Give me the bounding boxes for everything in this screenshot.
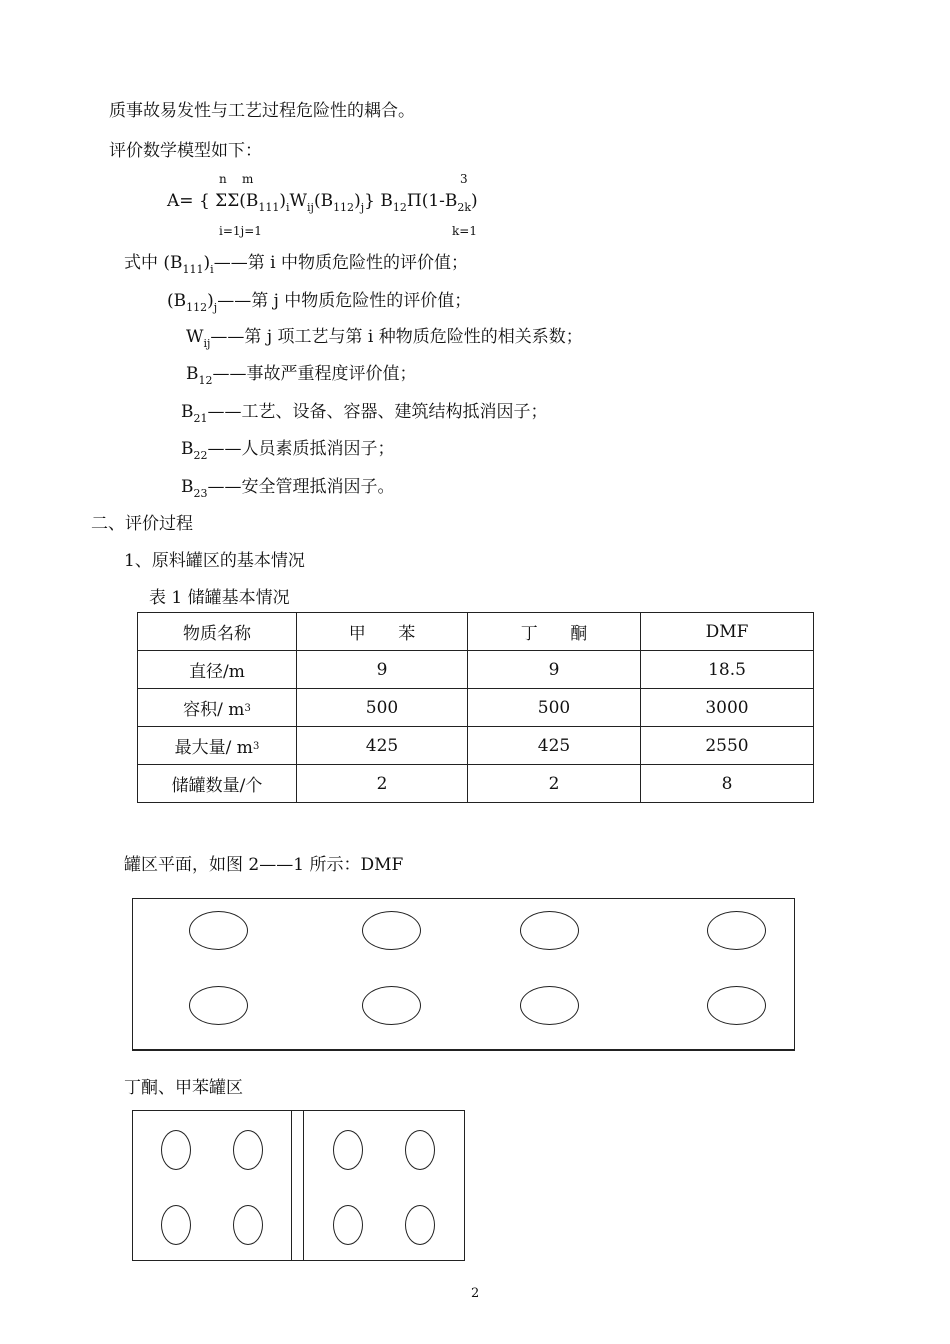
definition-paren: ) [203,253,211,273]
definition-sub: 21 [193,412,208,425]
row-label-sup: 3 [244,703,251,714]
intro-line-1: 质事故易发性与工艺过程危险性的耦合。 [109,101,415,121]
toluene-tank [405,1205,435,1245]
definition-text: ——第 j 项工艺与第 i 种物质危险性的相关系数； [210,327,583,347]
definition-sub: 22 [193,449,208,462]
definition-paren: ) [207,291,214,311]
dmf-tank [362,911,421,950]
definition-symbol: (B [167,291,187,311]
table-cell: 3000 [641,689,814,727]
formula-b111-sub: 111 [258,201,280,214]
table-header-cell: 物质名称 [138,613,297,651]
definition-sub: ij [203,337,211,350]
table-header-cell: DMF [641,613,814,651]
definition-symbol: B [181,439,194,459]
dmf-tank [707,986,766,1025]
formula-j-sub: j [360,201,365,214]
definition-wij [186,322,583,350]
row-label [138,651,297,689]
table-row [138,727,814,765]
formula-rbrace: } [364,191,375,211]
dmf-tank [189,911,248,950]
table-row [138,765,814,803]
definition-symbol: W [186,327,204,347]
dmf-tank [520,911,579,950]
definition-b21 [181,397,548,425]
page-number: 2 [471,1286,480,1301]
table-cell: 9 [468,651,641,689]
formula-w: W [289,191,307,211]
table-cell: 9 [297,651,468,689]
definition-b112 [167,286,472,314]
definition-index: j [213,301,218,314]
formula-close-i: ) [279,191,286,211]
row-label-text: 容积/ m [183,700,245,720]
row-label [138,727,297,765]
table-cell: 425 [297,727,468,765]
formula-b12: B [380,191,393,211]
mek-tank [161,1130,191,1170]
dmf-tank [189,986,248,1025]
definition-symbol: B [186,364,199,384]
mek-tank [233,1130,263,1170]
intro-line-2: 评价数学模型如下： [109,141,262,161]
row-label-sup: 3 [252,741,260,752]
definition-symbol: B [181,402,194,422]
table-header-cell: 丁 酮 [468,613,641,651]
mek-tank [233,1205,263,1245]
formula-w-sub: ij [307,201,314,214]
definition-sub: 23 [193,487,208,500]
definition-sub: 112 [186,301,208,314]
definition-text: ——事故严重程度评价值； [212,364,417,384]
tank-table [137,612,814,803]
formula-pi: Π [406,191,422,211]
subsection-heading: 1、原料罐区的基本情况 [124,551,305,571]
definition-b23 [181,472,395,500]
figure-caption: 罐区平面，如图 2——1 所示：DMF [124,855,404,875]
toluene-tank [333,1130,363,1170]
definition-symbol: B [181,477,194,497]
mek-tank [161,1205,191,1245]
formula-lbrace: { [198,191,210,211]
table-cell: 2550 [641,727,814,765]
formula-factor: (1-B [421,191,458,211]
definition-index: i [210,263,214,276]
definition-symbol: 式中 (B [124,253,183,273]
formula-main [167,191,478,214]
row-label-text: 储罐数量/个 [171,776,263,796]
definition-text: ——第 i 中物质危险性的评价值； [213,253,468,273]
table-header-row [138,613,814,651]
table-cell: 2 [468,765,641,803]
row-label [138,689,297,727]
table-cell: 500 [468,689,641,727]
table-caption: 表 1 储罐基本情况 [149,588,290,608]
dmf-tank [362,986,421,1025]
table-cell: 18.5 [641,651,814,689]
formula-sup-m: m [242,172,254,186]
formula-lower-ij: i=1j=1 [219,224,262,238]
definition-text: ——安全管理抵消因子。 [207,477,395,497]
definition-sub: 12 [198,374,213,387]
row-label [138,765,297,803]
definition-text: ——工艺、设备、容器、建筑结构抵消因子； [207,402,548,422]
definition-text: ——人员素质抵消因子； [207,439,395,459]
formula-b112: (B [313,191,334,211]
section-heading: 二、评价过程 [91,514,193,534]
table-row [138,651,814,689]
table-cell: 8 [641,765,814,803]
formula-sigma: ΣΣ [215,191,240,211]
table-cell: 425 [468,727,641,765]
definition-b111 [124,248,468,276]
formula-close-j: ) [354,191,361,211]
row-label-text: 直径/m [189,662,245,682]
divider-wall-left [291,1110,292,1261]
definition-b12 [186,359,417,387]
toluene-tank [405,1130,435,1170]
dmf-tank [520,986,579,1025]
table-row [138,689,814,727]
table-cell: 2 [297,765,468,803]
formula-sup-3: 3 [460,172,468,186]
definition-text: ——第 j 中物质危险性的评价值； [217,291,472,311]
dmf-tank [707,911,766,950]
formula-b111: (B [239,191,259,211]
formula-lhs: A= [167,191,194,211]
formula-lower-k: k=1 [452,224,477,238]
definition-sub: 111 [182,263,204,276]
formula-b12-sub: 12 [392,201,407,214]
formula-factor-sub: 2k [457,201,472,214]
definition-b22 [181,434,395,462]
toluene-tank [333,1205,363,1245]
formula-i-sub: i [285,201,290,214]
formula-sup-n: n [219,172,227,186]
area2-label: 丁酮、甲苯罐区 [124,1078,243,1098]
table-cell: 500 [297,689,468,727]
formula-b112-sub: 112 [333,201,355,214]
divider-wall-right [303,1110,304,1261]
table-header-cell: 甲 苯 [297,613,468,651]
formula-factor-close: ) [471,191,478,211]
row-label-text: 最大量/ m [174,738,253,758]
